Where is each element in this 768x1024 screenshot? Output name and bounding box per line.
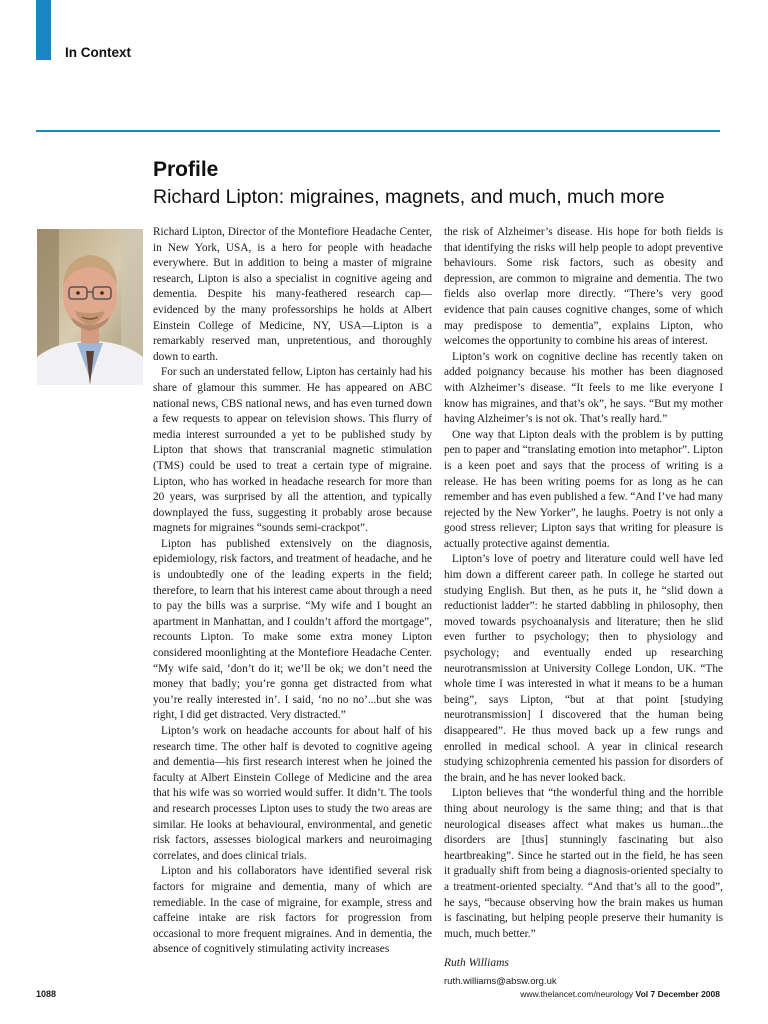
journal-volume: Vol 7 <box>635 989 656 999</box>
author-email[interactable]: ruth.williams@absw.org.uk <box>444 975 557 987</box>
paragraph: Lipton’s work on headache accounts for about half of his research time. The other half is devoted to cognitive ageing and dementia—his first research interest when he joined the faculty at Albert Einstein College of Medicine and the area that his wife was so worried would suffer. It didn’t. The tools and research processes Lipton uses to study the two areas are similar. He looks at behavioural, environmental, and genetic risk factors, assesses biological markers and neuroimaging correlates, and does clinical trials. <box>153 725 432 862</box>
accent-bar <box>36 0 51 60</box>
author-name: Ruth Williams <box>444 957 509 970</box>
article-headline: Richard Lipton: migraines, magnets, and much, much more <box>153 186 665 208</box>
journal-site-link[interactable]: www.thelancet.com/neurology <box>520 989 634 999</box>
paragraph: Lipton and his collaborators have identified several risk factors for migraine and dementia, many of which are remediable. In the case of migraine, for example, stress and caffeine intake are risk factors for progression from occasional to more frequent migraines. And in dementia, the absence of cognitively stimulating activity increases <box>153 865 432 956</box>
page-number: 1088 <box>36 989 57 999</box>
journal-footer <box>520 989 720 999</box>
article-kicker: Profile <box>153 158 219 181</box>
section-label: In Context <box>65 45 131 60</box>
article-column-left <box>153 225 432 958</box>
paragraph: For such an understated fellow, Lipton has certainly had his share of glamour this summer. He has appeared on ABC national news, CBS national news, and has even turned down a few requests to appear on television shows. This flurry of media interest surrounded a yet to be published study by Lipton that shows that transcranial magnetic stimulation (TMS) could be used to treat a certain type of migraine. Lipton, who has worked in headache research for more than 20 years, was surprised by all the attention, and typically downplayed the fuss, suggesting it probably arose because magnets for migraines “sounds semi-crackpot”. <box>153 366 432 535</box>
paragraph: Lipton’s work on cognitive decline has recently taken on added poignancy because his mother has been diagnosed with Alzheimer’s disease. “It feels to me like everyone I know has migraines, and that’s ok”, he says. “But my mother having Alzheimer’s is not ok. That’s really hard.” <box>444 350 723 426</box>
portrait-photo <box>37 229 143 385</box>
header-rule <box>36 130 720 132</box>
paragraph: Lipton’s love of poetry and literature could well have led him down a different career path. In college he started out studying English. But then, as he puts it, he “slid down a reductionist ladder”: he started dabbling in philosophy, then moved towards psychoanalysis and literature; then he slid even further to psychology; then to physiology and psychology; and eventually ended up researching neurotransmission at University College London, UK. “The whole time I was interested in what it means to be a human being”, says Lipton, “but at that point [studying neurotransmission] I discovered that the human being disappeared”. He thus moved back up a few rungs and enrolled in medical school. A year in clinical research studying schizophrenia cemented his passion for disorders of the brain, and he has never looked back. <box>444 553 723 784</box>
paragraph: Richard Lipton, Director of the Montefiore Headache Center, in New York, USA, is a hero for people with headache everywhere. But in addition to being a master of migraine research, Lipton is also a specialist in cognitive ageing and dementia. Despite his many-feathered research cap—evidenced by the many professorships he holds at Albert Einstein College of Medicine, NY, USA—Lipton is a remarkably reserved man, unpretentious, and thoroughly down to earth. <box>153 226 432 363</box>
article-column-right <box>444 225 723 990</box>
paragraph: One way that Lipton deals with the problem is by putting pen to paper and “translating emotion into metaphor”. Lipton is a keen poet and says that the process of writing is a release. He has been writing poems for as long as he can remember and has even published a few. “And I’ve had many rejected by the New Yorker”, he laughs. Poetry is not only a good stress reliever; Lipton says that writing for pleasure is actually protective against dementia. <box>444 428 723 550</box>
paragraph: Lipton has published extensively on the diagnosis, epidemiology, risk factors, and treatment of headache, and he is undoubtedly one of the leading experts in the field; therefore, to learn that his interest came about through a need to pay the bills was a surprise. “My wife and I bought an apartment in Manhattan, and I couldn’t afford the mortgage”, recounts Lipton. To make some extra money Lipton considered moonlighting at the Montefiore Headache Center. “My wife said, ‘don’t do it; we’ll be ok; we don’t need the money that badly; you’re gonna get distracted from what you’re really interested in’. I said, ‘no no no’...but she was right, I did get distracted. Very distracted.” <box>153 537 432 722</box>
paragraph: the risk of Alzheimer’s disease. His hope for both fields is that identifying the risks will help people to adopt preventive behaviours. Some risk factors, such as obesity and depression, are common to migraine and dementia. The two fields also overlap more directly. “There’s very good evidence that pain causes cognitive changes, some of which may predispose to dementia”, explains Lipton, who welcomes the opportunity to combine his areas of interest. <box>444 226 723 348</box>
paragraph: Lipton believes that “the wonderful thing and the horrible thing about neurology is the same thing; and that is that neurological diseases affect what makes us human...the disorders are [thus] stunningly fascinating but also heartbreaking”. Since he started out in the field, he has seen it gradually shift from being a diagnosis-oriented specialty to a treatment-oriented specialty. “And that’s all to the good”, he says, “because observing how the brain makes us human is fascinating, but helping people preserve their humanity is much, much better.” <box>444 787 723 940</box>
journal-date: December 2008 <box>657 989 720 999</box>
